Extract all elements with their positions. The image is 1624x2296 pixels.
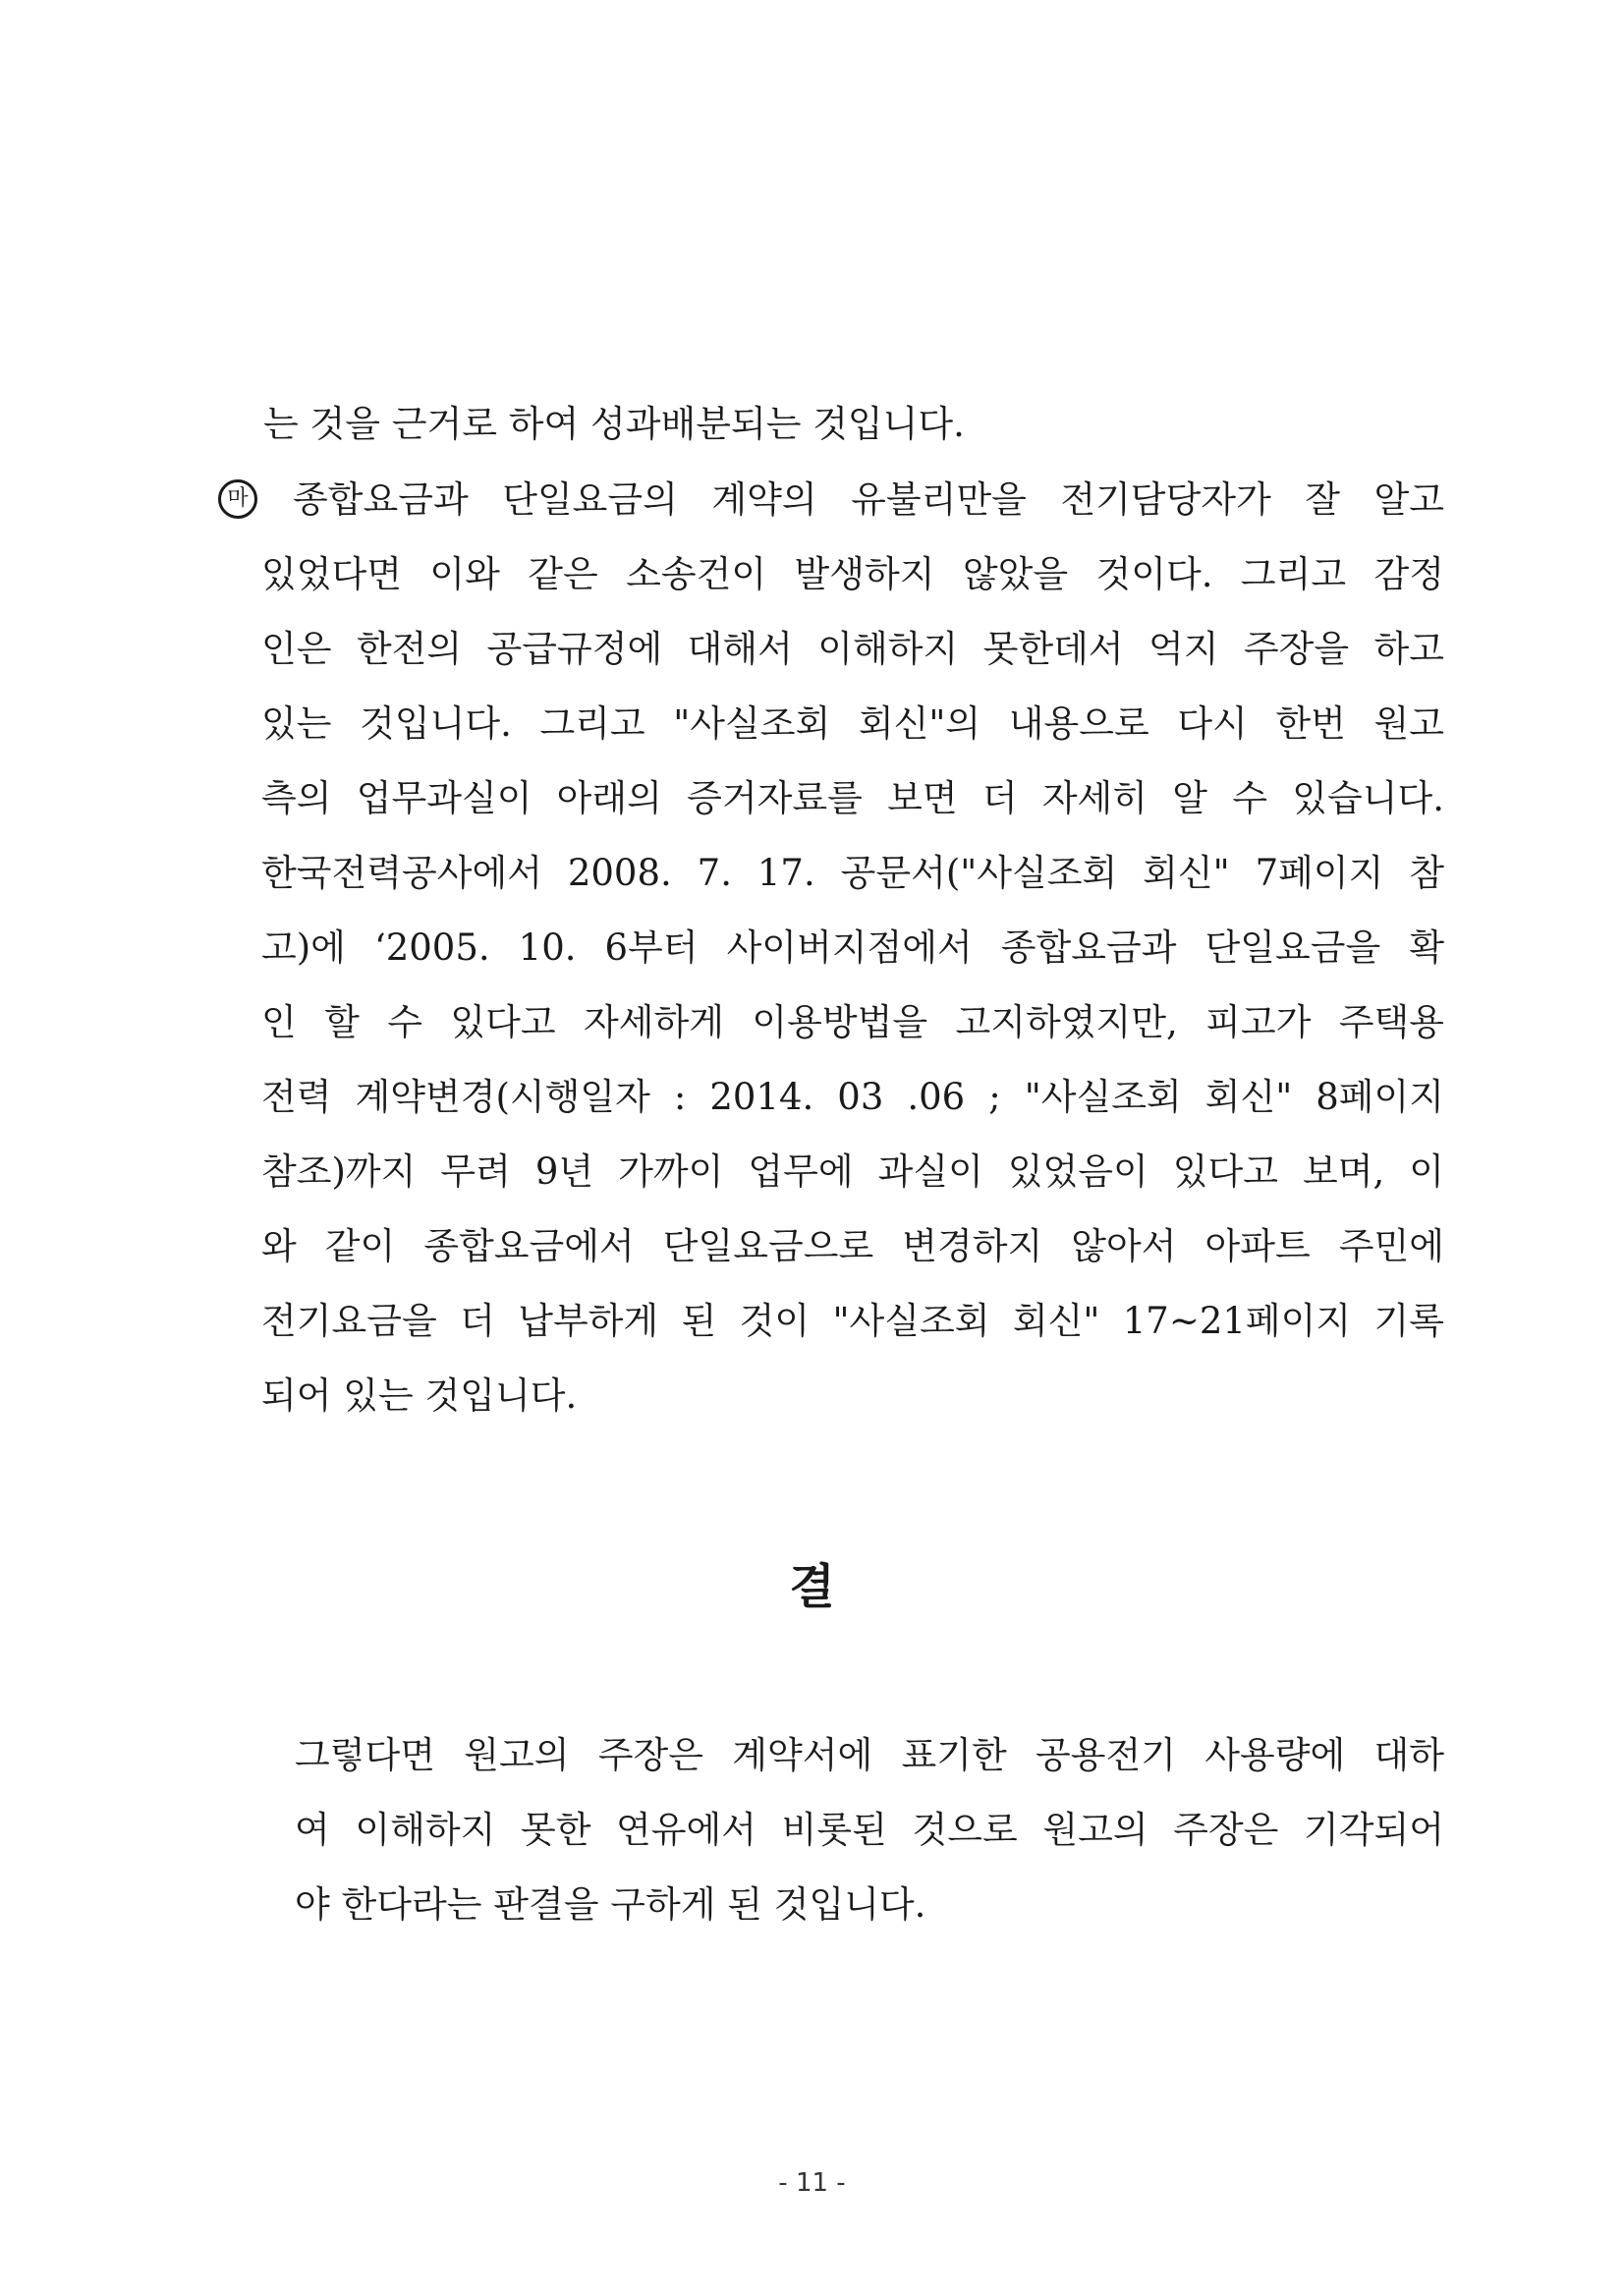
conclusion-line-1: 그렇다면 원고의 주장은 계약서에 표기한 공용전기 사용량에 대하 [295,1734,1444,1776]
item-ma-line-5: 측의 업무과실이 아래의 증거자료를 보면 더 자세히 알 수 있습니다. [261,777,1444,819]
item-ma-line-13: 되어 있는 것입니다. [261,1374,578,1417]
item-ma-line-1: 종합요금과 단일요금의 계약의 유불리만을 전기담당자가 잘 알고 [293,478,1444,521]
item-ma-line-4: 있는 것입니다. 그리고 "사실조회 회신"의 내용으로 다시 한번 원고 [261,702,1444,745]
conclusion-line-3: 야 한다라는 판결을 구하게 된 것입니다. [295,1883,926,1926]
conclusion-line-2: 여 이해하지 못한 연유에서 비롯된 것으로 원고의 주장은 기각되어 [295,1809,1444,1851]
item-ma-line-6: 한국전력공사에서 2008. 7. 17. 공문서("사실조회 회신" 7페이지 참 [261,852,1444,894]
item-marker-ma: 마 [218,479,257,519]
item-ma-line-7: 고)에 ‘2005. 10. 6부터 사이버지점에서 종합요금과 단일요금을 확 [261,926,1444,969]
conclusion-heading: 결 [789,1559,835,1614]
page-number: - 11 - [778,2168,846,2198]
item-ma-line-11: 와 같이 종합요금에서 단일요금으로 변경하지 않아서 아파트 주민에 [261,1225,1444,1267]
item-ma-line-8: 인 할 수 있다고 자세하게 이용방법을 고지하였지만, 피고가 주택용 [261,1001,1444,1043]
item-ma-line-3: 인은 한전의 공급규정에 대해서 이해하지 못한데서 억지 주장을 하고 [261,628,1444,670]
item-ma-line-10: 참조)까지 무려 9년 가까이 업무에 과실이 있었음이 있다고 보며, 이 [261,1150,1444,1193]
paragraph-continuation-line: 는 것을 근거로 하여 성과배분되는 것입니다. [263,403,965,445]
item-ma-line-2: 있었다면 이와 같은 소송건이 발생하지 않았을 것이다. 그리고 감정 [261,553,1444,595]
item-ma-line-12: 전기요금을 더 납부하게 된 것이 "사실조회 회신" 17~21페이지 기록 [261,1300,1444,1342]
item-ma-line-9: 전력 계약변경(시행일자 : 2014. 03 .06 ; "사실조회 회신" 8페이지 [261,1076,1444,1118]
